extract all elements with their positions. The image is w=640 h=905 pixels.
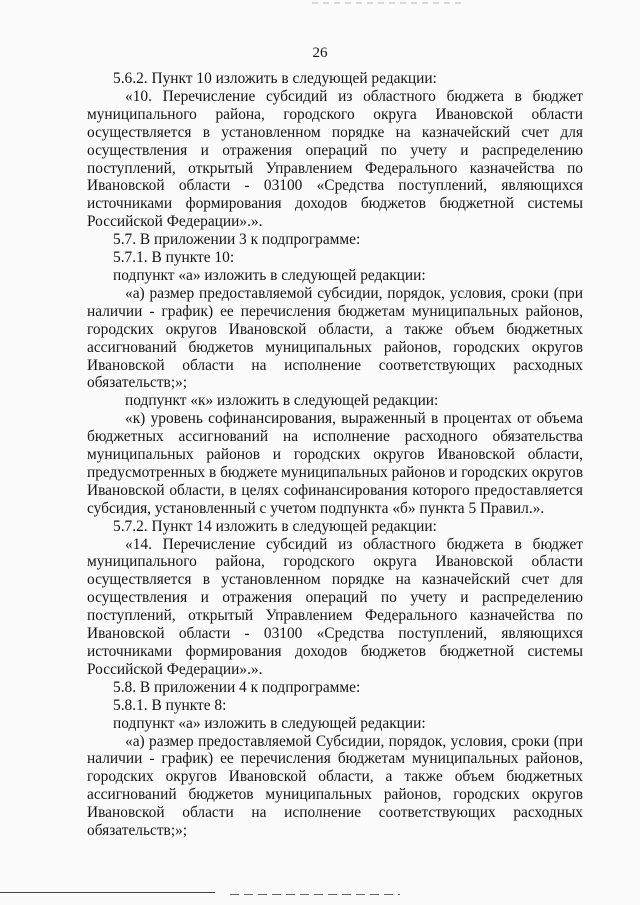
paragraph: «14. Перечисление субсидий из областного бюджета в бюджет муниципального района, городского округа Ивановской области осуществляется в установленном порядке на казначейский счет для осуществления и отражения операций по учету и распределению поступлений, открытый Управлением Федерального казначейства по Ивановской области - 03100 «Средства поступлений, являющихся источниками формирования доходов бюджетов бюджетной системы Российской Федерации».».	[87, 535, 583, 678]
paragraph: 5.7. В приложении 3 к подпрограмме:	[113, 231, 361, 249]
page-number: 26	[312, 45, 328, 61]
paragraph: 5.8.1. В пункте 8:	[113, 696, 227, 714]
scan-artifact-top	[312, 2, 462, 4]
paragraph: «к) уровень софинансирования, выраженный в процентах от объема бюджетных ассигнований на исполнение расходного обязательства муниципальных районов и городских округов Ивановской области, предусмотренных в бюджете муниципальных районов и городских округов Ивановской области, в целях софинансирования которого предоставляется субсидия, установленный с учетом подпункта «б» пункта 5 Правил.».	[87, 410, 583, 517]
scan-artifact-bottom	[230, 894, 400, 895]
paragraph: «а) размер предоставляемой Субсидии, порядок, условия, сроки (при наличии - график) ее перечисления бюджетам муниципальных районов, городских округов Ивановской области, а также объем бюджетных ассигнований бюджетов муниципальных районов, городских округов Ивановской области на исполнение соответствующих расходных обязательств;»;	[87, 732, 583, 840]
paragraph: 5.7.2. Пункт 14 изложить в следующей редакции:	[113, 517, 437, 535]
paragraph: подпункт «а» изложить в следующей редакции:	[113, 266, 426, 284]
scan-artifact-bottom	[0, 892, 215, 893]
paragraph: «10. Перечисление субсидий из областного бюджета в бюджет муниципального района, городского округа Ивановской области осуществляется в установленном порядке на казначейский счет для осуществления и отражения операций по учету и распределению поступлений, открытый Управлением Федерального казначейства по Ивановской области - 03100 «Средства поступлений, являющихся источниками формирования доходов бюджетов бюджетной системы Российской Федерации».».	[87, 87, 583, 231]
document-body	[87, 70, 583, 840]
paragraph: «а) размер предоставляемой субсидии, порядок, условия, сроки (при наличии - график) ее перечисления бюджетам муниципальных районов, городских округов Ивановской области, а также объем бюджетных ассигнований бюджетов муниципальных районов, городских округов Ивановской области на исполнение соответствующих расходных обязательств;»;	[87, 284, 583, 392]
paragraph: 5.6.2. Пункт 10 изложить в следующей редакции:	[113, 70, 437, 87]
paragraph: подпункт «к» изложить в следующей редакции:	[125, 392, 439, 410]
paragraph: подпункт «а» изложить в следующей редакции:	[113, 714, 426, 732]
paragraph: 5.7.1. В пункте 10:	[113, 249, 235, 267]
paragraph: 5.8. В приложении 4 к подпрограмме:	[113, 678, 361, 696]
